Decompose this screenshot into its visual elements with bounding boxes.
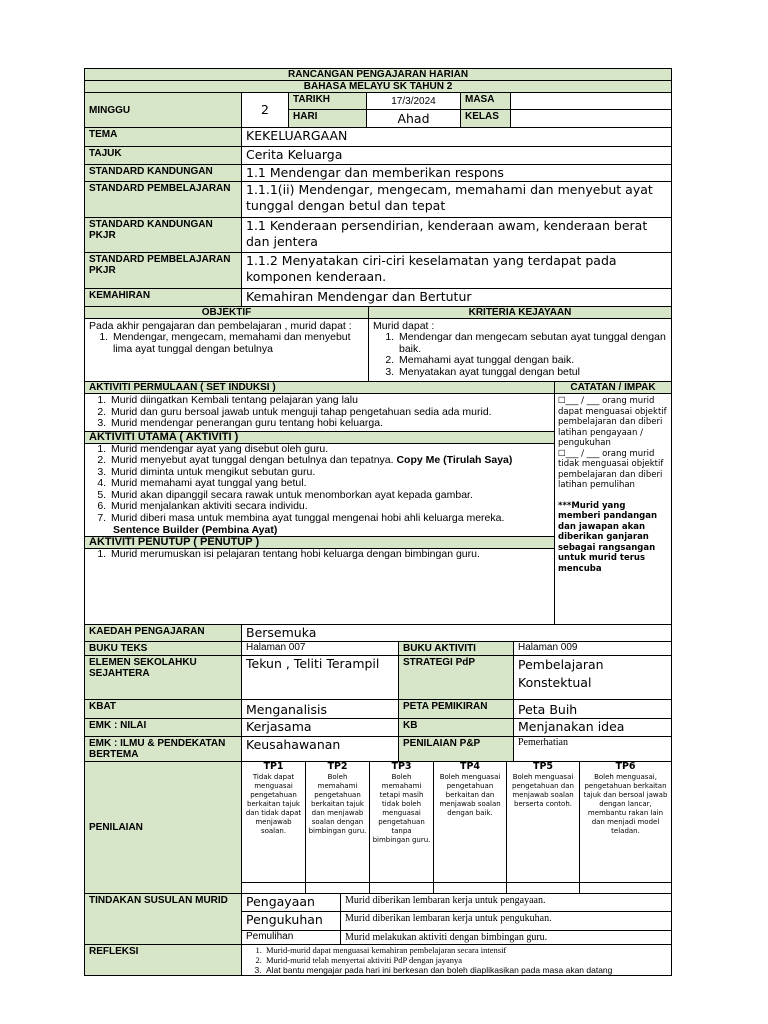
catatan-tidak-menguasai: ☐___ / ___ orang murid tidak menguasai objektif pembelajaran dan diberi latihan pemulihan <box>558 448 664 490</box>
utama-item: 4. Murid memahami ayat tunggal yang betul. <box>109 478 554 490</box>
tajuk-label: TAJUK <box>85 147 242 165</box>
pemulihan-value: Murid melakukan aktiviti dengan bimbingan guru. <box>341 931 672 945</box>
kbat-label: KBAT <box>85 700 242 719</box>
kemahiran-value: Kemahiran Mendengar dan Bertutur <box>242 289 672 307</box>
objektif-intro: Pada akhir pengajaran dan pembelajaran , murid dapat : <box>89 320 352 332</box>
sentence-builder-strategy: Sentence Builder (Pembina Ayat) <box>113 524 278 536</box>
page-subtitle: BAHASA MELAYU SK TAHUN 2 <box>85 81 672 93</box>
susulan-label: TINDAKAN SUSULAN MURID <box>85 894 242 945</box>
catatan-ganjaran: ***Murid yang memberi pandangan dan jawapan akan diberikan ganjaran sebagai rangsangan untuk murid terus mencuba <box>558 500 658 574</box>
refleksi-item: 1. Murid-murid dapat menguasai kemahiran pembelajaran secara intensif <box>264 945 669 955</box>
copy-me-strategy: Copy Me (Tirulah Saya) <box>396 454 513 466</box>
kbat-value: Menganalisis <box>242 700 399 719</box>
refleksi-table <box>84 944 672 976</box>
tp2-cell: TP2 Boleh memahami pengetahuan berkaitan tajuk dan menjawab soalan dengan bimbingan guru. <box>306 762 370 883</box>
tp6-cell: TP6 Boleh menguasai, pengetahuan berkaitan tajuk dan bersoal jawab dengan lancar, membantu rakan lain dan menjadi model teladan. <box>580 762 672 883</box>
utama-item: 7. Murid diberi masa untuk membina ayat tunggal mengenai hobi ahli keluarga mereka. <box>109 513 554 525</box>
kriteria-intro: Murid dapat : <box>373 320 435 332</box>
objektif-table <box>84 306 672 382</box>
kelas-label: KELAS <box>461 110 511 128</box>
buku-aktiviti-value: Halaman 009 <box>514 642 672 656</box>
lesson-plan-document <box>84 68 671 976</box>
peta-value: Peta Buih <box>514 700 672 719</box>
sk-label: STANDARD KANDUNGAN <box>85 165 242 182</box>
objektif-cell <box>85 319 369 382</box>
tp5-mark[interactable] <box>507 883 580 894</box>
page-title: RANCANGAN PENGAJARAN HARIAN <box>85 69 672 81</box>
info-table <box>84 127 672 307</box>
sk-pkjr-label: STANDARD KANDUNGAN PKJR <box>85 218 242 253</box>
permulaan-heading: AKTIVITI PERMULAAN ( SET INDUKSI ) <box>85 382 555 394</box>
tp5-cell: TP5 Boleh menguasai pengetahuan dan menjawab soalan berserta contoh. <box>507 762 580 883</box>
kriteria-item: 1. Mendengar dan mengecam sebutan ayat tunggal dengan baik. <box>397 332 667 355</box>
strategi-label: STRATEGI PdP <box>399 656 514 700</box>
tarikh-label: TARIKH <box>289 93 367 110</box>
utama-item: 5. Murid akan dipanggil secara rawak untuk menomborkan ayat kepada gambar. <box>109 490 554 502</box>
emk-ilmu-label: EMK : ILMU & PENDEKATAN BERTEMA <box>85 737 242 762</box>
pengukuhan-value: Murid diberikan lembaran kerja untuk pengukuhan. <box>341 912 672 931</box>
buku-teks-value: Halaman 007 <box>242 642 399 656</box>
penilaian-pp-label: PENILAIAN P&P <box>399 737 514 762</box>
aktiviti-cell <box>85 394 555 625</box>
penilaian-pp-value: Pemerhatian <box>514 737 672 762</box>
kriteria-item: 2. Memahami ayat tunggal dengan baik. <box>397 355 667 367</box>
susulan-table <box>84 893 672 945</box>
permulaan-item: 2. Murid dan guru bersoal jawab untuk menguji tahap pengetahuan sedia ada murid. <box>109 407 554 419</box>
kelas-value <box>511 110 672 128</box>
buku-aktiviti-label: BUKU AKTIVITI <box>399 642 514 656</box>
tarikh-value: 17/3/2024 <box>367 93 461 110</box>
catatan-cell <box>555 394 672 625</box>
tema-value: KEKELUARGAAN <box>242 128 672 147</box>
kriteria-heading: KRITERIA KEJAYAAN <box>369 307 672 319</box>
tp1-mark[interactable] <box>242 883 306 894</box>
pengayaan-label: Pengayaan <box>242 894 341 912</box>
kaedah-value: Bersemuka <box>242 625 672 642</box>
tp2-mark[interactable] <box>306 883 370 894</box>
elemen-label: ELEMEN SEKOLAHKU SEJAHTERA <box>85 656 242 700</box>
penutup-item: 1. Murid merumuskan isi pelajaran tentang hobi keluarga dengan bimbingan guru. <box>109 549 554 561</box>
sp-value: 1.1.1(ii) Mendengar, mengecam, memahami dan menyebut ayat tunggal dengan betul dan tepat <box>242 182 672 218</box>
tp3-cell: TP3 Boleh memahami tetapi masih tidak boleh menguasai pengetahuan tanpa bimbingan guru. <box>370 762 434 883</box>
kemahiran-label: KEMAHIRAN <box>85 289 242 307</box>
minggu-value: 2 <box>242 93 289 128</box>
emk-ilmu-value: Keusahawanan <box>242 737 399 762</box>
hari-label: HARI <box>289 110 367 128</box>
tp1-cell: TP1 Tidak dapat menguasai pengetahuan berkaitan tajuk dan tidak dapat menjawab soalan. <box>242 762 306 883</box>
pengayaan-value: Murid diberikan lembaran kerja untuk pengayaan. <box>341 894 672 912</box>
tp3-mark[interactable] <box>370 883 434 894</box>
masa-label: MASA <box>461 93 511 110</box>
header-table <box>84 68 672 128</box>
hari-value: Ahad <box>367 110 461 128</box>
penutup-heading: AKTIVITI PENUTUP ( PENUTUP ) <box>85 536 554 549</box>
pemulihan-label: Pemulihan <box>242 931 341 945</box>
refleksi-label: REFLEKSI <box>85 945 242 976</box>
kb-value: Menjanakan idea <box>514 719 672 737</box>
utama-item: 2. Murid menyebut ayat tunggal dengan betulnya dan tepatnya. Copy Me (Tirulah Saya) <box>109 455 554 467</box>
emk-nilai-value: Kerjasama <box>242 719 399 737</box>
refleksi-item: 3. Alat bantu mengajar pada hari ini berkesan dan boleh diaplikasikan pada masa akan datang <box>264 965 669 975</box>
elemen-value: Tekun , Teliti Terampil <box>242 656 399 700</box>
strategi-value: Pembelajaran Konstektual <box>514 656 672 700</box>
tp4-cell: TP4 Boleh menguasai pengetahuan berkaitan dan menjawab soalan dengan baik. <box>434 762 507 883</box>
utama-item: 1. Murid mendengar ayat yang disebut oleh guru. <box>109 444 554 456</box>
kb-label: KB <box>399 719 514 737</box>
objektif-heading: OBJEKTIF <box>85 307 369 319</box>
tajuk-value: Cerita Keluarga <box>242 147 672 165</box>
kriteria-cell <box>369 319 672 382</box>
permulaan-item: 3. Murid mendengar penerangan guru tentang hobi keluarga. <box>109 418 554 430</box>
sk-pkjr-value: 1.1 Kenderaan persendirian, kenderaan awam, kenderaan berat dan jentera <box>242 218 672 253</box>
refleksi-cell <box>242 945 672 976</box>
sk-value: 1.1 Mendengar dan memberikan respons <box>242 165 672 182</box>
sp-label: STANDARD PEMBELAJARAN <box>85 182 242 218</box>
emk-nilai-label: EMK : NILAI <box>85 719 242 737</box>
sp-pkjr-label: STANDARD PEMBELAJARAN PKJR <box>85 253 242 289</box>
penilaian-table <box>84 761 672 894</box>
catatan-menguasai: ☐___ / ___ orang murid dapat menguasai objektif pembelajaran dan diberi latihan pengayaan / pengukuhan <box>558 396 667 448</box>
buku-teks-label: BUKU TEKS <box>85 642 242 656</box>
tp4-mark[interactable] <box>434 883 507 894</box>
minggu-label: MINGGU <box>85 93 242 128</box>
permulaan-item: 1. Murid diingatkan Kembali tentang pelajaran yang lalu <box>109 395 554 407</box>
refleksi-item: 2. Murid-murid telah menyertai aktiviti PdP dengan jayanya <box>264 955 669 965</box>
utama-item: 6. Murid menjalankan aktiviti secara individu. <box>109 501 554 513</box>
aktiviti-table <box>84 381 672 625</box>
tp6-mark[interactable] <box>580 883 672 894</box>
sp-pkjr-value: 1.1.2 Menyatakan ciri-ciri keselamatan yang terdapat pada komponen kenderaan. <box>242 253 672 289</box>
utama-heading: AKTIVITI UTAMA ( AKTIVITI ) <box>85 431 554 444</box>
objektif-item: 1. Mendengar, mengecam, memahami dan menyebut lima ayat tunggal dengan betulnya <box>111 332 364 355</box>
penilaian-label: PENILAIAN <box>85 762 242 894</box>
peta-label: PETA PEMIKIRAN <box>399 700 514 719</box>
kriteria-item: 3. Menyatakan ayat tunggal dengan betul <box>397 367 667 379</box>
details-table <box>84 624 672 762</box>
catatan-heading: CATATAN / IMPAK <box>555 382 672 394</box>
tema-label: TEMA <box>85 128 242 147</box>
pengukuhan-label: Pengukuhan <box>242 912 341 931</box>
kaedah-label: KAEDAH PENGAJARAN <box>85 625 242 642</box>
utama-item: 3. Murid diminta untuk mengikut sebutan guru. <box>109 467 554 479</box>
masa-value <box>511 93 672 110</box>
